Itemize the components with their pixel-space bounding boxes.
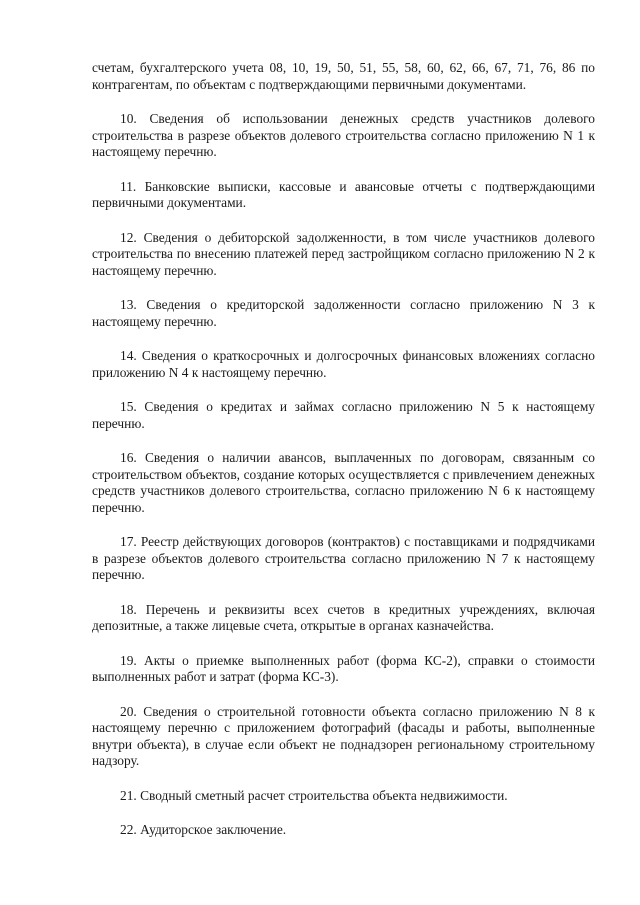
paragraph-item-21: 21. Сводный сметный расчет строительства объекта недвижимости.	[120, 787, 508, 803]
paragraph-item-12: 12. Сведения о дебиторской задолженности, в том числе участников долевого строительства по внесению платежей перед застройщиком согласно приложению N 2 к настоящему перечню.	[92, 229, 595, 278]
paragraph-item-16: 16. Сведения о наличии авансов, выплаченных по договорам, связанным со строительством объектов, создание которых осуществляется с привлечением денежных средств участников долевого строительства, согласно приложению N 6 к настоящему перечню.	[92, 450, 595, 515]
paragraph-item-14: 14. Сведения о краткосрочных и долгосрочных финансовых вложениях согласно приложению N 4 к настоящему перечню.	[92, 348, 595, 380]
paragraph-continuation: счетам, бухгалтерского учета 08, 10, 19, 50, 51, 55, 58, 60, 62, 66, 67, 71, 76, 86 по контрагентам, по объектам с подтверждающими первичными документами.	[92, 60, 595, 92]
paragraph-item-18: 18. Перечень и реквизиты всех счетов в кредитных учреждениях, включая депозитные, а также лицевые счета, открытые в органах казначейства.	[92, 601, 595, 633]
paragraph-item-11: 11. Банковские выписки, кассовые и авансовые отчеты с подтверждающими первичными документами.	[92, 178, 595, 210]
paragraph-item-22: 22. Аудиторское заключение.	[120, 822, 287, 837]
paragraph-item-20: 20. Сведения о строительной готовности объекта согласно приложению N 8 к настоящему перечню с приложением фотографий (фасады и работы, выполненные внутри объекта), в случае если объект не поднадзорен региональному строительному надзору.	[92, 703, 595, 768]
paragraph-item-17: 17. Реестр действующих договоров (контрактов) с поставщиками и подрядчиками в разрезе объектов долевого строительства согласно приложению N 7 к настоящему перечню.	[92, 534, 595, 582]
paragraph-item-10: 10. Сведения об использовании денежных средств участников долевого строительства в разрезе объектов долевого строительства согласно приложению N 1 к настоящему перечню.	[92, 111, 595, 159]
document-body	[92, 60, 595, 857]
paragraph-item-13: 13. Сведения о кредиторской задолженности согласно приложению N 3 к настоящему перечню.	[92, 297, 595, 329]
paragraph-item-15: 15. Сведения о кредитах и займах согласно приложению N 5 к настоящему перечню.	[92, 399, 595, 431]
paragraph-item-19: 19. Акты о приемке выполненных работ (форма КС-2), справки о стоимости выполненных работ и затрат (форма КС-3).	[92, 652, 595, 684]
